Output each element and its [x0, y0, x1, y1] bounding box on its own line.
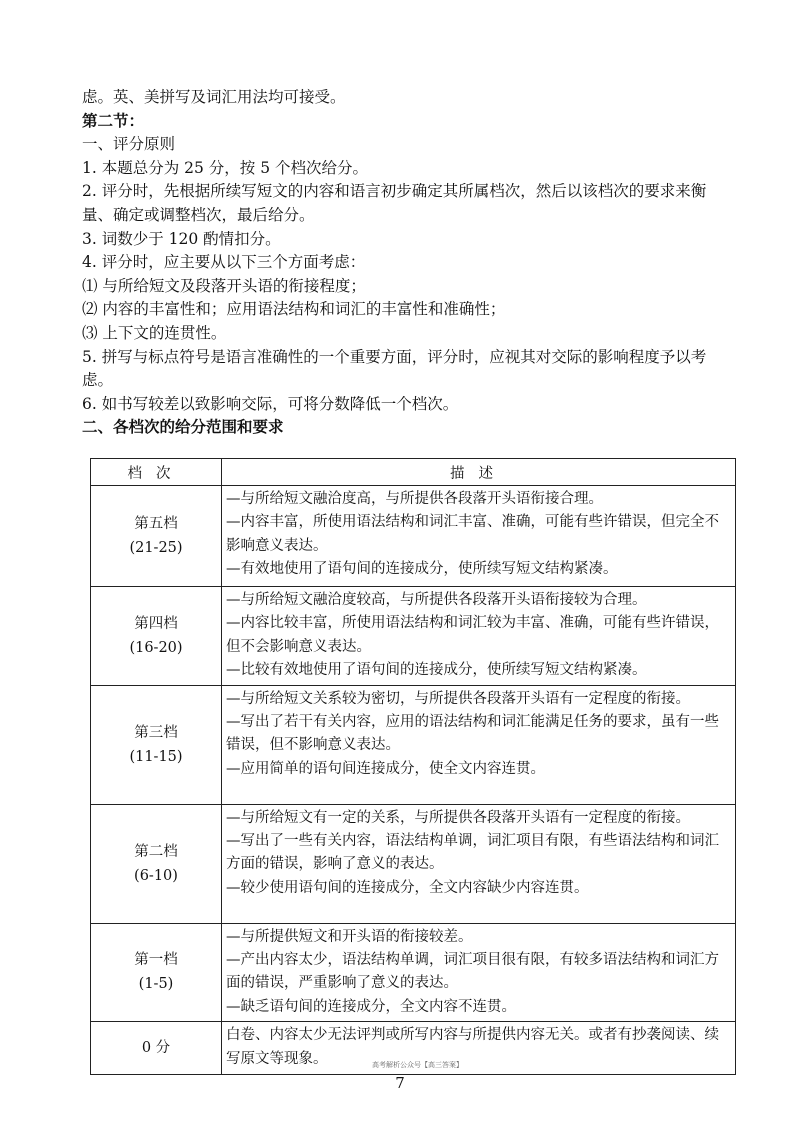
desc-line: —内容比较丰富，所使用语法结构和词汇较为丰富、准确，可能有些许错误，但不会影响意义表达。 [226, 615, 719, 655]
description-cell [222, 804, 736, 923]
level-name: 0 分 [141, 1040, 171, 1057]
desc-line: —应用简单的语句间连接成分，使全文内容连贯。 [226, 760, 545, 777]
document-body [82, 86, 732, 440]
level-cell [91, 685, 222, 804]
intro-line: 虑。英、美拼写及词汇用法均可接受。 [82, 88, 346, 106]
level-name: 第四档 [134, 615, 178, 632]
desc-line: —写出了一些有关内容，语法结构单调，词汇项目有限，有些语法结构和词汇方面的错误，影响了意义的表达。 [226, 833, 719, 873]
desc-line: —与所给短文关系较为密切，与所提供各段落开头语有一定程度的衔接。 [226, 690, 690, 707]
level-cell [91, 1022, 222, 1075]
rule-subitem: ⑶ 上下文的连贯性。 [82, 323, 227, 342]
description-cell [222, 486, 736, 587]
table-row [91, 804, 736, 923]
desc-line: —与所给短文融洽度高，与所提供各段落开头语衔接合理。 [226, 491, 603, 507]
page-number: 7 [395, 1074, 405, 1092]
level-range: (11-15) [129, 748, 183, 765]
rule-item: 5. 拼写与标点符号是语言准确性的一个重要方面，评分时，应视其对交际的影响程度予以考虑。 [82, 347, 707, 390]
level-range: (16-20) [129, 639, 183, 656]
rule-item: 2. 评分时，先根据所续写短文的内容和语言初步确定其所属档次，然后以该档次的要求来衡量、确定或调整档次，最后给分。 [82, 182, 707, 224]
ranges-heading: 二、各档次的给分范围和要求 [82, 418, 284, 437]
rule-item: 1. 本题总分为 25 分，按 5 个档次给分。 [82, 158, 369, 177]
level-cell [91, 804, 222, 923]
rule-subitem: ⑵ 内容的丰富性和；应用语法结构和词汇的丰富性和准确性； [82, 300, 506, 319]
desc-line: —较少使用语句间的连接成分，全文内容缺少内容连贯。 [226, 879, 589, 896]
level-name: 第三档 [134, 724, 178, 741]
rule-item: 4. 评分时，应主要从以下三个方面考虑： [82, 253, 366, 272]
desc-line: —比较有效地使用了语句间的连接成分，使所续写短文结构紧凑。 [226, 662, 647, 679]
table-row [91, 685, 736, 804]
desc-line: —与所提供短文和开头语的衔接较差。 [226, 928, 473, 945]
table-row [91, 486, 736, 587]
level-range: (21-25) [129, 540, 183, 556]
desc-line: —有效地使用了语句间的连接成分，使所续写短文结构紧凑。 [226, 561, 618, 578]
desc-line: —与所给短文融洽度较高，与所提供各段落开头语衔接较为合理。 [226, 592, 647, 608]
rule-item: 6. 如书写较差以致影响交际，可将分数降低一个档次。 [82, 394, 459, 413]
desc-line: —写出了若干有关内容，应用的语法结构和词汇能满足任务的要求，虽有一些错误，但不影响意义表达。 [226, 714, 719, 754]
level-cell [91, 486, 222, 587]
col-desc-header: 描述 [222, 459, 736, 486]
watermark: 高考解析公众号【高三答案】 [372, 1061, 463, 1069]
level-cell [91, 923, 222, 1022]
desc-line: 白卷、内容太少无法评判或所写内容与所提供内容无关。或者有抄袭阅读、续写原文等现象。 [226, 1027, 719, 1067]
level-range: (1-5) [138, 976, 174, 993]
description-cell [222, 1022, 736, 1075]
level-name: 第五档 [134, 516, 178, 532]
desc-line: —内容丰富，所使用语法结构和词汇丰富、准确，可能有些许错误，但完全不影响意义表达。 [226, 514, 719, 554]
level-cell [91, 587, 222, 686]
section-title: 第二节： [82, 111, 145, 130]
description-cell [222, 923, 736, 1022]
grading-table [90, 458, 736, 1075]
principles-heading: 一、评分原则 [82, 135, 176, 154]
rule-subitem: ⑴ 与所给短文及段落开头语的衔接程度； [82, 276, 366, 295]
table-header [91, 459, 736, 486]
description-cell [222, 587, 736, 686]
rule-item: 3. 词数少于 120 酌情扣分。 [82, 229, 281, 248]
col-level-header: 档次 [91, 459, 222, 486]
description-cell [222, 685, 736, 804]
table-row [91, 923, 736, 1022]
level-range: (6-10) [134, 867, 178, 884]
level-name: 第二档 [134, 843, 178, 860]
desc-line: —与所给短文有一定的关系，与所提供各段落开头语有一定程度的衔接。 [226, 809, 690, 826]
level-name: 第一档 [134, 952, 178, 969]
table-row [91, 587, 736, 686]
desc-line: —缺乏语句间的连接成分，全文内容不连贯。 [226, 998, 516, 1015]
desc-line: —产出内容太少，语法结构单调，词汇项目很有限，有较多语法结构和词汇方面的错误，严重影响了意义的表达。 [226, 952, 719, 992]
